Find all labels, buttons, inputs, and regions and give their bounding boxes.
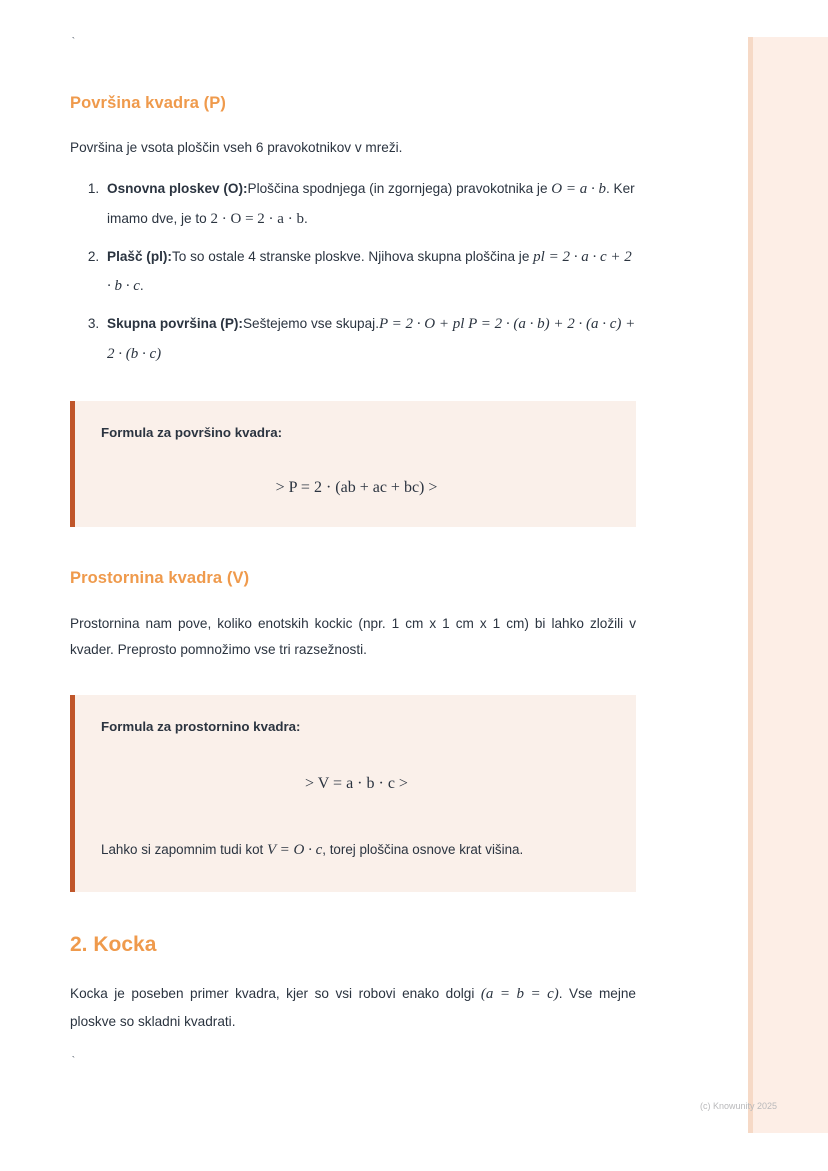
- step-math-1: pl = 2 · a · c + 2 · b · c: [107, 248, 632, 295]
- step-text-middle: . Ker imamo dve, je to: [107, 181, 635, 226]
- callout-surface-formula: [70, 401, 636, 527]
- step-label: Plašč (pl):: [107, 248, 172, 264]
- decorative-right-strip-edge: [748, 37, 753, 1133]
- step-text-before: Ploščina spodnjega (in zgornjega) pravokotnika je: [247, 181, 552, 197]
- callout-note-math: V = O · c: [266, 842, 323, 859]
- code-tick-bottom: `: [70, 1056, 77, 1069]
- decorative-right-strip: [748, 37, 828, 1133]
- callout-note-after: , torej ploščina osnove krat višina.: [322, 842, 524, 858]
- callout-title: Formula za prostornino kvadra:: [101, 718, 301, 734]
- cube-text-before: Kocka je poseben primer kvadra, kjer so vsi robovi enako dolgi: [70, 985, 481, 1001]
- callout-volume-formula: [70, 695, 636, 893]
- step-label: Skupna površina (P):: [107, 316, 243, 332]
- callout-note-before: Lahko si zapomnim tudi kot: [101, 842, 267, 858]
- step-math-2: 2 · O = 2 · a · b: [210, 210, 304, 227]
- heading-volume: Prostornina kvadra (V): [70, 568, 250, 587]
- callout-formula: > P = 2 · (ab + ac + bc) >: [275, 478, 438, 496]
- list-item: [103, 310, 636, 369]
- footer-credit: (c) Knowunity 2025: [700, 1101, 778, 1111]
- step-math-1: P = 2 · O + pl P = 2 · (a · b) + 2 · (a · c) + 2 · (b · c): [107, 316, 636, 362]
- step-text-before: Seštejemo vse skupaj.: [242, 316, 379, 332]
- code-tick-top: `: [70, 37, 77, 49]
- step-text-after: .: [139, 278, 144, 294]
- step-math-1: O = a · b: [551, 181, 606, 198]
- step-text-after: .: [303, 210, 308, 226]
- callout-title: Formula za površino kvadra:: [101, 424, 283, 440]
- heading-surface-area: Površina kvadra (P): [70, 94, 226, 112]
- paragraph-cube: [70, 980, 636, 1036]
- step-text-before: To so ostale 4 stranske ploskve. Njihova skupna ploščina je: [171, 248, 534, 264]
- cube-math: (a = b = c): [480, 985, 559, 1002]
- heading-cube: 2. Kocka: [70, 933, 157, 957]
- callout-formula: > V = a · b · c >: [305, 775, 408, 793]
- list-item: [103, 243, 636, 302]
- step-label: Osnovna ploskev (O):: [107, 181, 248, 197]
- paragraph-surface-intro: Površina je vsota ploščin vseh 6 pravokotnikov v mreži.: [70, 139, 403, 155]
- paragraph-volume-intro: Prostornina nam pove, koliko enotskih kockic (npr. 1 cm x 1 cm x 1 cm) bi lahko zložili v kvader. Preprosto pomnožimo vse tri razsežnosti.: [70, 615, 636, 658]
- cube-text-after: . Vse mejne ploskve so skladni kvadrati.: [70, 985, 636, 1029]
- list-surface-steps: [70, 175, 636, 369]
- document-content: [70, 0, 636, 1068]
- callout-note: [101, 837, 612, 864]
- list-item: [103, 175, 636, 234]
